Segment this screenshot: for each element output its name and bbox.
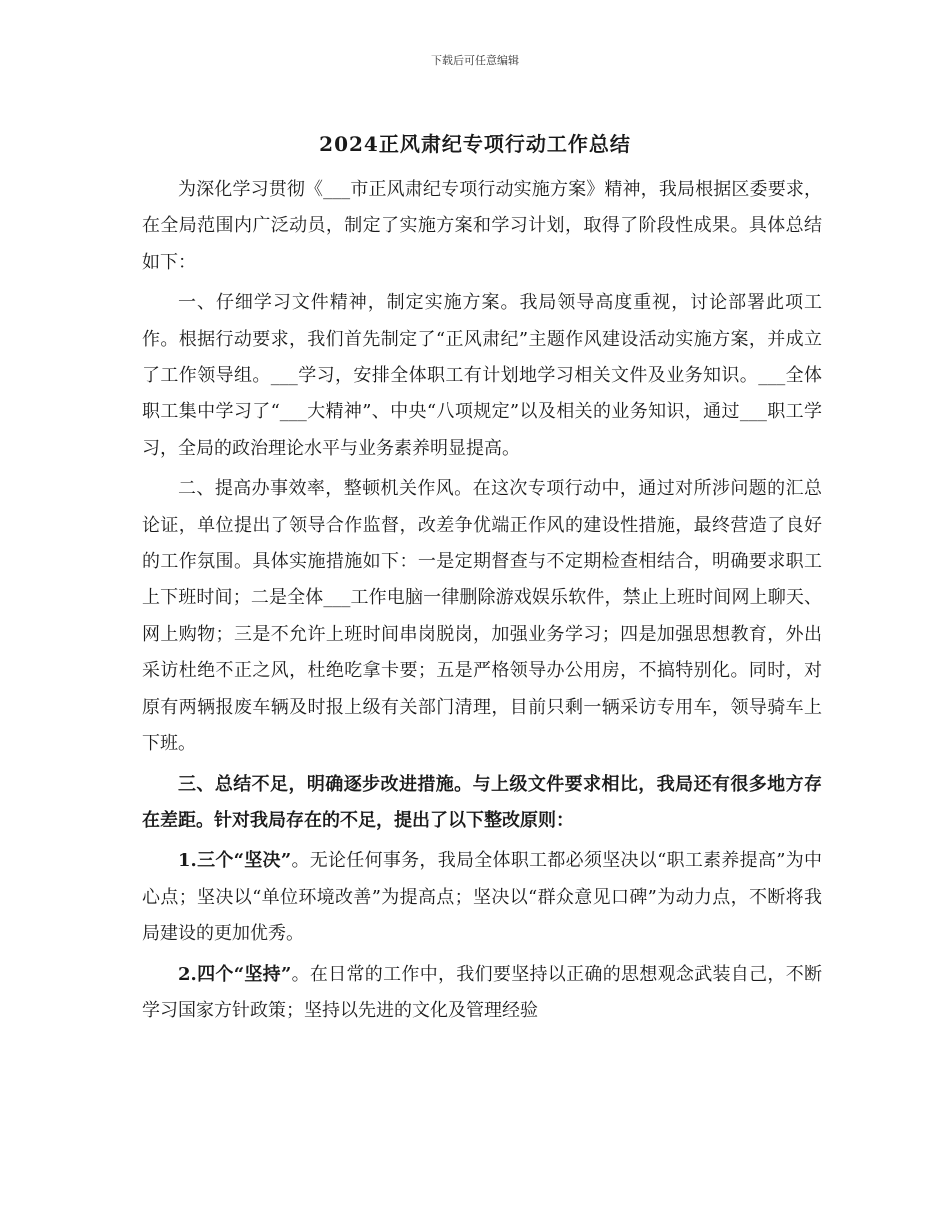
item-2-text: 。在日常的工作中，我们要坚持以正确的思想观念武装自己，不断学习国家方针政策；坚持以先进的文化及管理经验: [142, 963, 823, 1021]
paragraph-item-2: [142, 957, 822, 1030]
paragraph-intro: 为深化学习贯彻《___市正风肃纪专项行动实施方案》精神，我局根据区委要求，在全局范围内广泛动员，制定了实施方案和学习计划，取得了阶段性成果。具体总结如下：: [142, 179, 822, 273]
paragraph-section-1: 一、仔细学习文件精神，制定实施方案。我局领导高度重视，讨论部署此项工作。根据行动要求，我们首先制定了“正风肃纪”主题作风建设活动实施方案，并成立了工作领导组。___学习，安排全体职工有计划地学习相关文件及业务知识。___全体职工集中学习了“___大精神”、中央“八项规定”以及相关的业务知识，通过___职工学习，全局的政治理论水平与业务素养明显提高。: [142, 292, 822, 459]
paragraph-item-1: [142, 843, 822, 952]
item-1-text: 。无论任何事务，我局全体职工都必须坚决以“职工素养提高”为中心点；坚决以“单位环境改善”为提高点；坚决以“群众意见口碑”为动力点，不断将我局建设的更加优秀。: [142, 850, 823, 945]
item-1-label: 1.三个“坚决”: [178, 850, 292, 872]
paragraph-section-2: 二、提高办事效率，整顿机关作风。在这次专项行动中，通过对所涉问题的汇总论证，单位提出了领导合作监督，改差争优端正作风的建设性措施，最终营造了良好的工作氛围。具体实施措施如下：一是定期督查与不定期检查相结合，明确要求职工上下班时间；二是全体___工作电脑一律删除游戏娱乐软件，禁止上班时间网上聊天、网上购物；三是不允许上班时间串岗脱岗，加强业务学习；四是加强思想教育，外出采访杜绝不正之风，杜绝吃拿卡要；五是严格领导办公用房，不搞特别化。同时，对原有两辆报废车辆及时报上级有关部门清理，目前只剩一辆采访专用车，领导骑车上下班。: [142, 478, 822, 755]
document-title: 2024正风肃纪专项行动工作总结: [319, 132, 631, 156]
page-header-note: 下载后可任意编辑: [431, 54, 519, 67]
paragraph-section-3: 三、总结不足，明确逐步改进措施。与上级文件要求相比，我局还有很多地方存在差距。针对我局存在的不足，提出了以下整改原则：: [142, 773, 822, 831]
document-body: [142, 172, 822, 1029]
item-2-label: 2.四个“坚持”: [178, 963, 292, 985]
